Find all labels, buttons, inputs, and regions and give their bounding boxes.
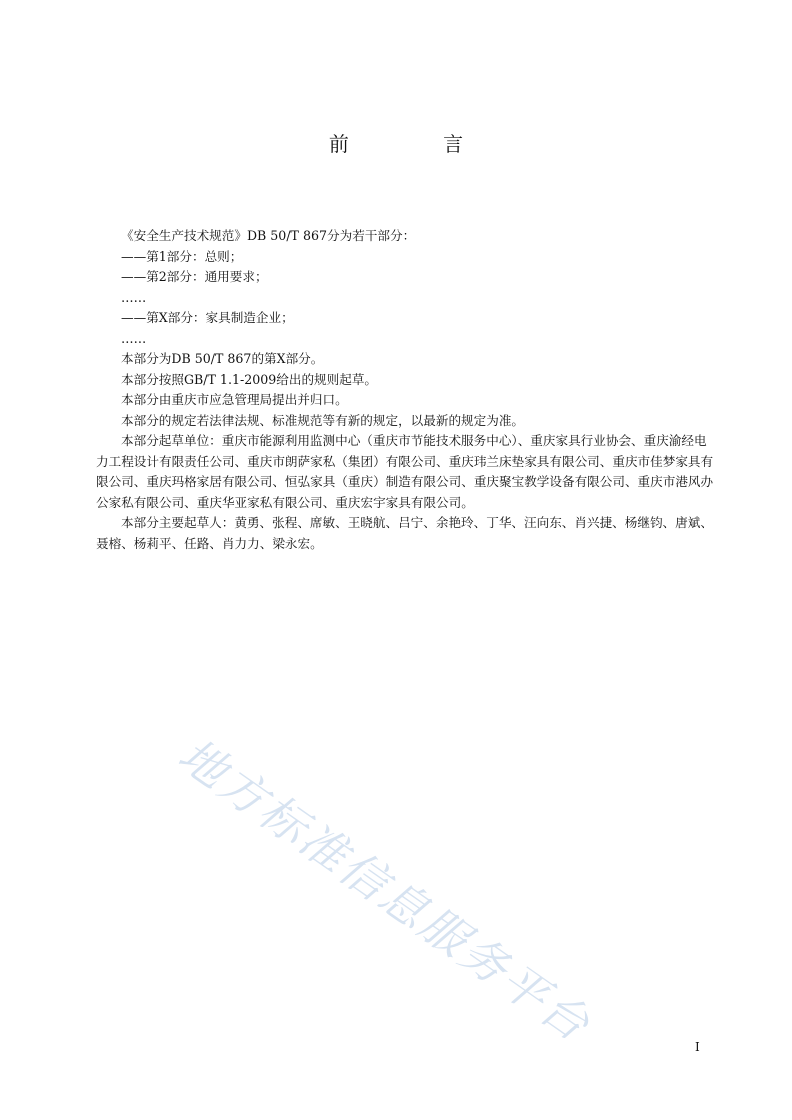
preface-body — [96, 226, 716, 554]
list-item-part-x: ——第X部分：家具制造企业； — [121, 310, 294, 325]
watermark: 地方标准信息服务平台 — [168, 727, 602, 1053]
list-item-part-1: ——第1部分：总则； — [121, 248, 243, 264]
paragraph-drafters: 本部分主要起草人：黄勇、张程、席敏、王晓航、吕宁、余艳玲、丁华、汪向东、肖兴捷、杨继钧、唐斌、聂榕、杨莉平、任路、肖力力、梁永宏。 — [96, 515, 713, 551]
paragraph-intro: 《安全生产技术规范》DB 50/T 867分为若干部分： — [121, 228, 416, 243]
ellipsis-line: …… — [121, 289, 147, 305]
list-item-part-2: ——第2部分：通用要求； — [121, 269, 268, 284]
ellipsis-line: …… — [121, 330, 147, 346]
page-number: I — [695, 1040, 700, 1054]
paragraph-precedence: 本部分的规定若法律法规、标准规范等有新的规定，以最新的规定为准。 — [121, 412, 524, 428]
paragraph-scope: 本部分为DB 50/T 867的第X部分。 — [121, 351, 324, 366]
paragraph-proposer: 本部分由重庆市应急管理局提出并归口。 — [121, 392, 348, 407]
paragraph-drafting-units: 本部分起草单位：重庆市能源利用监测中心（重庆市节能技术服务中心）、重庆家具行业协会、重庆渝经电力工程设计有限责任公司、重庆市朗萨家私（集团）有限公司、重庆玮兰床垫家具有限公司、重庆市佳梦家具有限公司、重庆玛格家居有限公司、恒弘家具（重庆）制造有限公司、重庆聚宝教学设备有限公司、重庆市港风办公家私有限公司、重庆华亚家私有限公司、重庆宏宇家具有限公司。 — [96, 433, 714, 510]
page-title: 前 言 — [328, 132, 508, 156]
paragraph-drafting-rules: 本部分按照GB/T 1.1-2009给出的规则起草。 — [121, 371, 378, 387]
